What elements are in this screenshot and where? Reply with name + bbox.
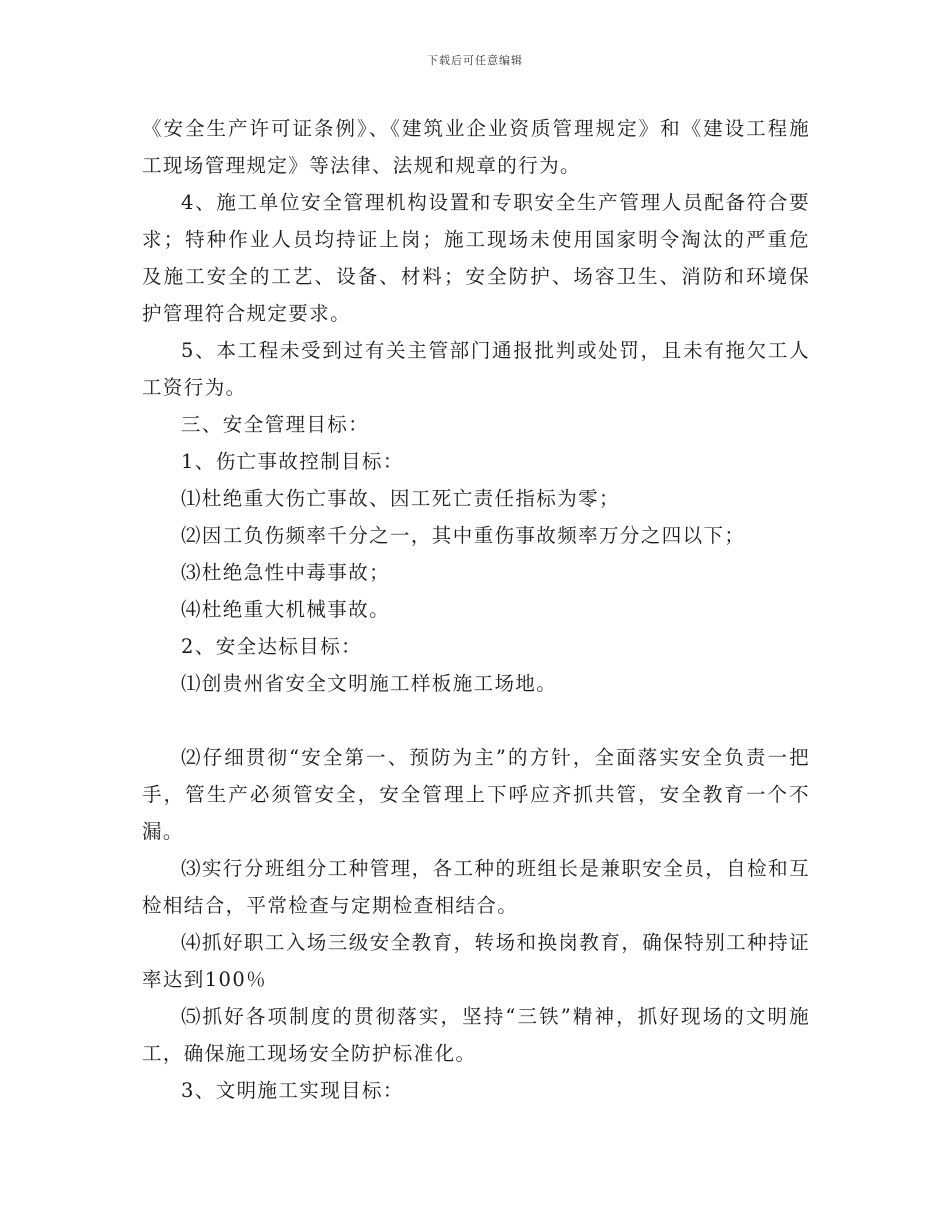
goal-2-item-5: ⑸抓好各项制度的贯彻落实，坚持“三铁”精神，抓好现场的文明施工，确保施工现场安全防护标准化。 — [142, 1005, 810, 1065]
section-heading-3: 三、安全管理目标： — [181, 413, 370, 436]
paragraph-item-5: 5、本工程未受到过有关主管部门通报批判或处罚，且未有拖欠工人工资行为。 — [142, 339, 810, 399]
goal-1-item-4: ⑷杜绝重大机械事故。 — [181, 598, 391, 621]
document-body — [142, 110, 810, 1109]
page-header: 下载后可任意编辑 — [427, 54, 523, 67]
goal-1-item-3: ⑶杜绝急性中毒事故； — [181, 561, 391, 584]
goal-2-item-2: ⑵仔细贯彻“安全第一、预防为主”的方针，全面落实安全负责一把手，管生产必须管安全，安全管理上下呼应齐抓共管，安全教育一个不漏。 — [142, 746, 810, 843]
goal-2-item-1: ⑴创贵州省安全文明施工样板施工场地。 — [181, 672, 558, 695]
paragraph-item-4: 4、施工单位安全管理机构设置和专职安全生产管理人员配备符合要求；特种作业人员均持证上岗；施工现场未使用国家明令淘汰的严重危及施工安全的工艺、设备、材料；安全防护、场容卫生、消防和环境保护管理符合规定要求。 — [142, 191, 810, 325]
goal-heading-1: 1、伤亡事故控制目标： — [181, 450, 404, 473]
goal-heading-2: 2、安全达标目标： — [181, 635, 363, 658]
goal-1-item-1: ⑴杜绝重大伤亡事故、因工死亡责任指标为零； — [181, 487, 620, 510]
goal-2-item-3: ⑶实行分班组分工种管理，各工种的班组长是兼职安全员，自检和互检相结合，平常检查与定期检查相结合。 — [142, 857, 810, 917]
goal-heading-3: 3、文明施工实现目标： — [181, 1079, 404, 1102]
paragraph-continuation: 《安全生产许可证条例》、《建筑业企业资质管理规定》和《建设工程施工现场管理规定》等法律、法规和规章的行为。 — [142, 117, 810, 177]
goal-1-item-2: ⑵因工负伤频率千分之一，其中重伤事故频率万分之四以下； — [181, 524, 746, 547]
goal-2-item-4: ⑷抓好职工入场三级安全教育，转场和换岗教育，确保特别工种持证率达到100％ — [142, 931, 810, 991]
